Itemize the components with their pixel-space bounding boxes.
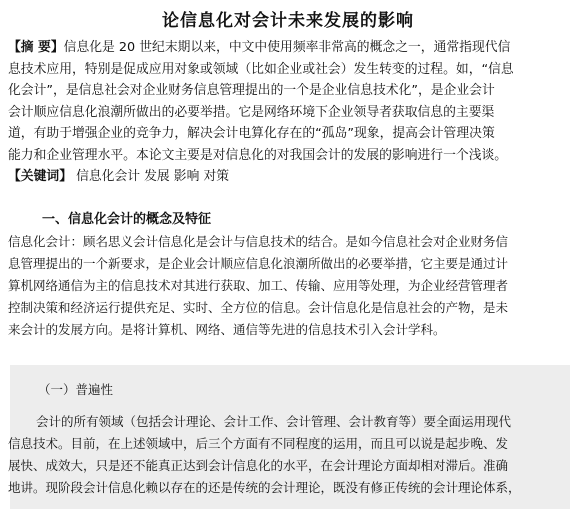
subsection-heading: （一）普遍性 [38, 382, 114, 397]
abstract-line [8, 37, 568, 59]
abstract-line: 道，有助于增强企业的竞争力，解决会计电算化存在的“孤岛”现象，提高会计管理决策 [8, 126, 495, 141]
subsection-paragraph [8, 411, 568, 499]
section-heading: 一、信息化会计的概念及特征 [42, 212, 212, 227]
section-line: 来会计的发展方向。是将计算机、网络、通信等先进的信息技术引入会计学科。 [8, 322, 446, 337]
abstract-paragraph [8, 37, 568, 188]
section-line: 息管理提出的一个新要求，是企业会计顺应信息化浪潮所做出的必要举措，它主要是通过计 [8, 256, 509, 271]
keywords-label: 【关键词】 [8, 169, 72, 184]
page-title: 论信息化对会计未来发展的影响 [162, 11, 414, 31]
section-line: 信息化会计：顾名思义会计信息化是会计与信息技术的结合。是如今信息社会对企业财务信 [8, 234, 509, 249]
abstract-line: 化会计”，是信息社会对企业财务信息管理提出的一个是企业信息技术化”，是企业会计 [8, 83, 495, 98]
keywords-text: 信息化会计 发展 影响 对策 [76, 169, 230, 184]
abstract-label: 【摘 要】 [8, 40, 64, 55]
section-line: 控制决策和经济运行提供充足、实时、全方位的信息。会计信息化是信息社会的产物，是未 [8, 300, 509, 315]
subsection-line: 展快、成效大，只是还不能真正达到会计信息化的水平，在会计理论方面却相对滞后。准确 [8, 458, 509, 473]
subsection-line: 信息技术。目前，在上述领域中，后三个方面有不同程度的运用，而且可以说是起步晚、发 [8, 436, 509, 451]
keywords-line [8, 166, 568, 188]
section-paragraph [8, 231, 568, 341]
abstract-line: 能力和企业管理水平。本论文主要是对信息化的对我国会计的发展的影响进行一个浅谈。 [8, 147, 508, 163]
abstract-text: 信息化是 20 世纪末期以来，中文中使用频率非常高的概念之一，通常指现代信 [63, 40, 511, 55]
subsection-line: 地讲。现阶段会计信息化赖以存在的还是传统的会计理论，既没有修正传统的会计理论体系， [8, 480, 521, 495]
section-line: 算机网络通信为主的信息技术对其进行获取、加工、传输、应用等处理，为企业经营管理者 [8, 278, 509, 293]
subsection-line: 会计的所有领域（包括会计理论、会计工作、会计管理、会计教育等）要全面运用现代 [36, 414, 512, 429]
abstract-line: 息技术应用，特别是促成应用对象或领域（比如企业或社会）发生转变的过程。如，“信息 [8, 61, 514, 77]
abstract-line: 会计顺应信息化浪潮所做出的必要举措。它是网络环境下企业领导者获取信息的主要渠 [8, 104, 495, 120]
